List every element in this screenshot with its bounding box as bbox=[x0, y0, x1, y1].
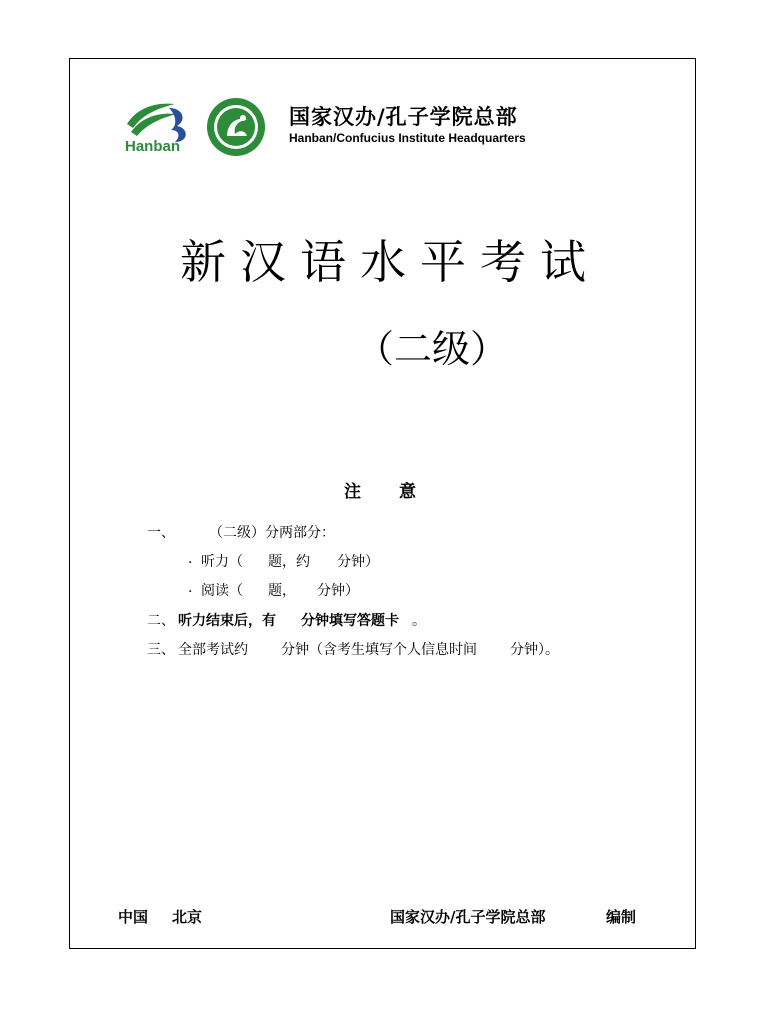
instruction-2-part-a: 听力（ bbox=[201, 554, 243, 570]
footer-location-country: 中国 bbox=[118, 908, 149, 926]
footer-publisher: 国家汉办/孔子学院总部 bbox=[390, 908, 546, 926]
notice-heading bbox=[344, 477, 416, 502]
instruction-2-dot: . bbox=[188, 551, 193, 567]
instruction-3-part-b: 题， bbox=[268, 583, 296, 599]
confucius-institute-logo bbox=[205, 96, 267, 158]
instruction-5-part-b: 分钟（含考生填写个人信息时间 bbox=[281, 642, 477, 658]
footer-compiled-label: 编制 bbox=[606, 908, 637, 926]
page-border bbox=[69, 58, 696, 949]
instruction-4-part-a: 听力结束后，有 bbox=[178, 613, 276, 629]
instruction-3-part-c: 分钟） bbox=[317, 583, 359, 599]
instruction-2-part-c: 分钟） bbox=[337, 554, 379, 570]
exam-title: 新汉语水平考试 bbox=[180, 235, 600, 289]
instruction-1-number: 一、 bbox=[147, 525, 175, 541]
instruction-2-part-b: 题，约 bbox=[268, 554, 310, 570]
organization-name-cn: 国家汉办/孔子学院总部 bbox=[289, 105, 518, 129]
exam-level: （二级） bbox=[356, 327, 509, 371]
instruction-4-number: 二、 bbox=[147, 613, 175, 629]
instruction-3-part-a: 阅读（ bbox=[201, 583, 243, 599]
organization-name-en: Hanban/Confucius Institute Headquarters bbox=[289, 131, 526, 145]
instruction-3-dot: . bbox=[188, 580, 193, 596]
footer-location-city: 北京 bbox=[172, 908, 203, 926]
notice-heading-left: 注 bbox=[344, 482, 361, 502]
hanban-logo bbox=[123, 98, 197, 154]
instruction-5-part-c: 分钟）。 bbox=[510, 642, 559, 658]
instruction-1-text: （二级）分两部分： bbox=[209, 525, 335, 541]
instruction-4-part-b: 分钟填写答题卡 bbox=[301, 613, 399, 629]
instruction-5-number: 三、 bbox=[147, 642, 175, 658]
notice-heading-right: 意 bbox=[399, 482, 416, 502]
instruction-4-end: 。 bbox=[412, 613, 426, 629]
instruction-5-part-a: 全部考试约 bbox=[178, 642, 248, 658]
hanban-logo-text: Hanban bbox=[125, 138, 181, 154]
